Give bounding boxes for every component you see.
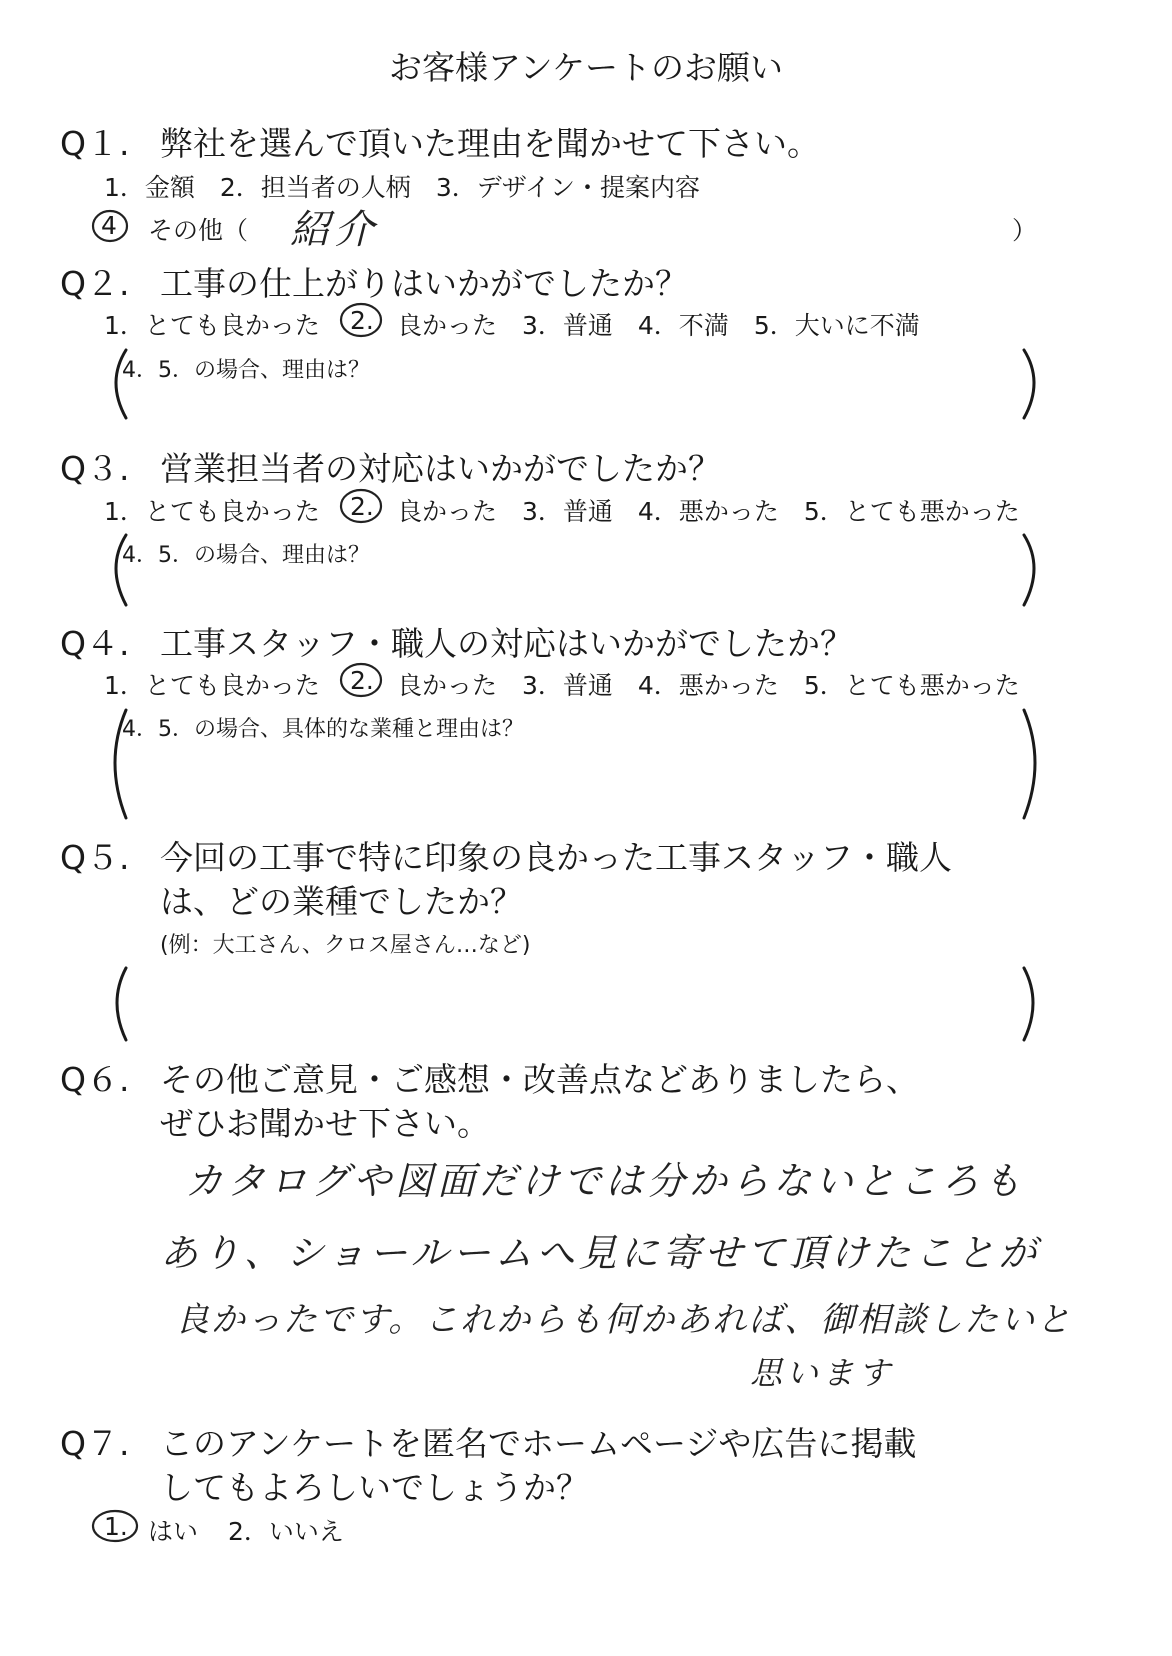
q3-option-1[interactable]: 1．とても良かった bbox=[104, 497, 320, 526]
q3-reason-prompt: 4．5．の場合、理由は？ bbox=[122, 543, 370, 568]
q5-right-bracket bbox=[1024, 968, 1033, 1040]
q4-right-bracket bbox=[1024, 710, 1035, 818]
q7-question-line2: してもよろしいでしょうか？ bbox=[160, 1468, 589, 1507]
q1-other-label: その他（ bbox=[148, 216, 249, 245]
q5-number: Q５. bbox=[60, 838, 130, 877]
q3-left-bracket bbox=[116, 535, 126, 605]
q4-circle-mark bbox=[341, 664, 381, 696]
q6-answer-line1: カタログや図面だけでは分からないところも bbox=[185, 1159, 1026, 1203]
q6-question-line1: その他ご意見・ご感想・改善点などありましたら、 bbox=[160, 1060, 919, 1099]
q6-answer-line2: あり、ショールームへ見に寄せて頂けたことが bbox=[160, 1231, 1041, 1275]
q1-options: 1．金額 2．担当者の人柄 3．デザイン・提案内容 bbox=[104, 173, 700, 202]
q6-answer-line4: 思います bbox=[750, 1354, 895, 1392]
q4-question: 工事スタッフ・職人の対応はいかがでしたか？ bbox=[160, 624, 853, 663]
q3-option-2-number[interactable]: 2. bbox=[350, 492, 374, 521]
q6-question-line2: ぜひお聞かせ下さい。 bbox=[160, 1104, 490, 1143]
q2-right-bracket bbox=[1024, 350, 1034, 418]
q1-other-number[interactable]: 4 bbox=[101, 211, 117, 240]
q7-circle-mark bbox=[93, 1511, 137, 1541]
q1-handwritten-answer: 紹介 bbox=[290, 207, 378, 253]
q1-other-close: ） bbox=[1012, 216, 1038, 245]
q2-option-2-number[interactable]: 2. bbox=[350, 306, 374, 335]
q2-left-bracket bbox=[116, 350, 126, 418]
q5-example: (例：大工さん、クロス屋さん…など) bbox=[160, 933, 531, 958]
q5-question-line2: は、どの業種でしたか？ bbox=[160, 882, 523, 921]
q7-number: Q７. bbox=[60, 1424, 130, 1463]
q5-question-line1: 今回の工事で特に印象の良かった工事スタッフ・職人 bbox=[160, 838, 952, 877]
q5-left-bracket bbox=[117, 968, 126, 1040]
q7-option-1-number[interactable]: 1. bbox=[104, 1512, 128, 1541]
q6-number: Q６. bbox=[60, 1060, 130, 1099]
q3-circle-mark bbox=[341, 490, 381, 522]
q2-reason-prompt: 4．5．の場合、理由は？ bbox=[122, 358, 370, 383]
q2-question: 工事の仕上がりはいかがでしたか？ bbox=[160, 264, 688, 303]
q4-number: Q４. bbox=[60, 624, 130, 663]
q7-option-1-label: はい bbox=[148, 1517, 199, 1546]
survey-title: お客様アンケートのお願い bbox=[388, 48, 784, 87]
q1-question: 弊社を選んで頂いた理由を聞かせて下さい。 bbox=[160, 124, 820, 163]
q3-right-bracket bbox=[1024, 535, 1034, 605]
q2-option-1[interactable]: 1．とても良かった bbox=[104, 311, 320, 340]
q4-reason-prompt: 4．5．の場合、具体的な業種と理由は？ bbox=[122, 717, 524, 742]
q2-number: Q２. bbox=[60, 264, 130, 303]
q3-question: 営業担当者の対応はいかがでしたか？ bbox=[160, 449, 721, 488]
q7-question-line1: このアンケートを匿名でホームページや広告に掲載 bbox=[160, 1424, 917, 1463]
q6-answer-line3: 良かったです。これからも何かあれば、御相談したいと bbox=[175, 1300, 1073, 1340]
q1-circle-mark bbox=[93, 211, 127, 241]
q4-option-2-number[interactable]: 2. bbox=[350, 666, 374, 695]
q3-options-rest: 良かった 3．普通 4．悪かった 5．とても悪かった bbox=[397, 497, 1020, 526]
q2-circle-mark bbox=[341, 304, 381, 336]
q3-number: Q３. bbox=[60, 449, 130, 488]
q7-option-2[interactable]: 2．いいえ bbox=[228, 1517, 344, 1546]
q4-option-1[interactable]: 1．とても良かった bbox=[104, 671, 320, 700]
q1-number: Q１. bbox=[60, 124, 130, 163]
q4-options-rest: 良かった 3．普通 4．悪かった 5．とても悪かった bbox=[397, 671, 1020, 700]
q4-left-bracket bbox=[115, 710, 126, 818]
q2-options-rest: 良かった 3．普通 4．不満 5．大いに不満 bbox=[397, 311, 920, 340]
